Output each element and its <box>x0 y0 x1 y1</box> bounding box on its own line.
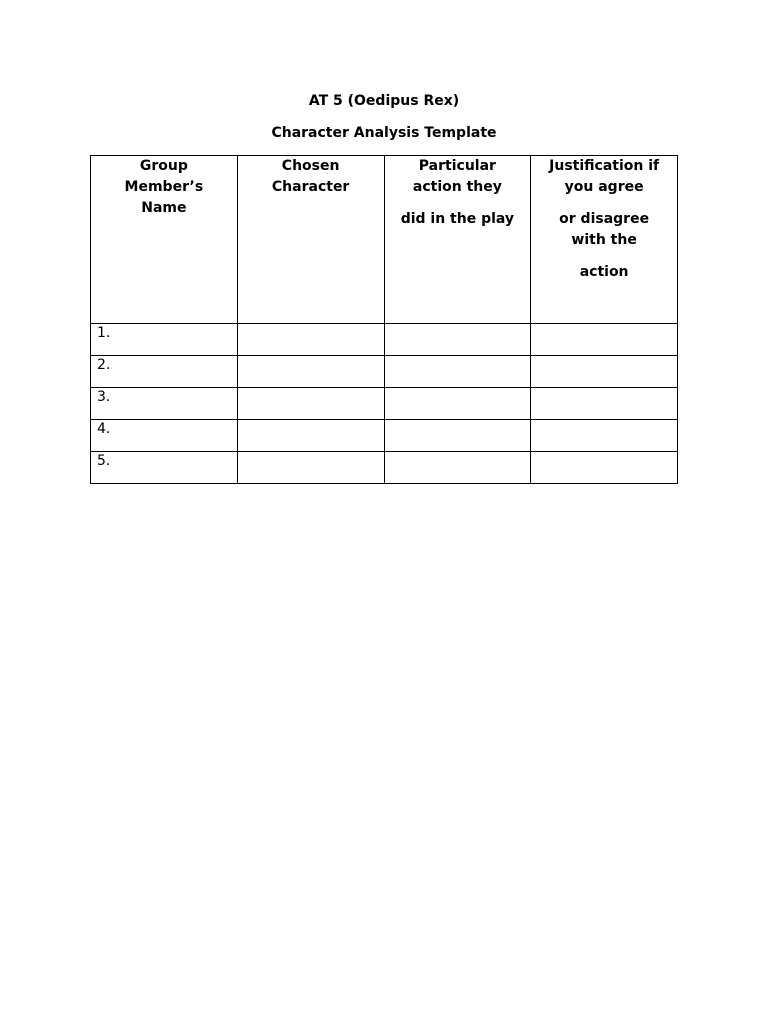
particular-action-cell[interactable] <box>384 452 531 484</box>
group-member-name-cell[interactable] <box>91 324 238 356</box>
header-line: Member’s <box>124 179 204 195</box>
header-line: did in the play <box>400 211 515 227</box>
particular-action-cell[interactable] <box>384 356 531 388</box>
justification-cell[interactable] <box>531 452 678 484</box>
chosen-character-cell[interactable] <box>237 452 384 484</box>
particular-action-cell[interactable] <box>384 388 531 420</box>
table-header-row <box>91 156 678 324</box>
group-member-name-cell[interactable] <box>91 388 238 420</box>
header-particular-action <box>384 156 531 324</box>
header-line: or disagree <box>559 211 650 227</box>
table-row <box>91 388 678 420</box>
row-number: 1. <box>97 325 111 341</box>
justification-cell[interactable] <box>531 420 678 452</box>
header-line: Group <box>139 158 188 174</box>
header-line: action they <box>412 179 502 195</box>
group-member-name-cell[interactable] <box>91 452 238 484</box>
row-number: 3. <box>97 389 111 405</box>
table-body <box>91 324 678 484</box>
header-line: you agree <box>564 179 644 195</box>
row-number: 4. <box>97 421 111 437</box>
header-line: Name <box>141 200 187 216</box>
header-group-member-name <box>91 156 238 324</box>
particular-action-cell[interactable] <box>384 420 531 452</box>
header-line: with the <box>571 232 637 248</box>
document-title: AT 5 (Oedipus Rex) <box>308 93 460 109</box>
character-analysis-table <box>90 155 678 484</box>
chosen-character-cell[interactable] <box>237 388 384 420</box>
chosen-character-cell[interactable] <box>237 324 384 356</box>
header-line: action <box>579 264 629 280</box>
header-chosen-character <box>237 156 384 324</box>
justification-cell[interactable] <box>531 356 678 388</box>
particular-action-cell[interactable] <box>384 324 531 356</box>
header-line: Particular <box>418 158 496 174</box>
header-line: Justification if <box>549 158 660 174</box>
justification-cell[interactable] <box>531 388 678 420</box>
table-row <box>91 324 678 356</box>
chosen-character-cell[interactable] <box>237 420 384 452</box>
row-number: 2. <box>97 357 111 373</box>
row-number: 5. <box>97 453 111 469</box>
group-member-name-cell[interactable] <box>91 356 238 388</box>
justification-cell[interactable] <box>531 324 678 356</box>
header-line: Chosen <box>281 158 340 174</box>
table-row <box>91 452 678 484</box>
document-subtitle: Character Analysis Template <box>271 125 497 141</box>
table-row <box>91 356 678 388</box>
header-line: Character <box>271 179 350 195</box>
header-justification <box>531 156 678 324</box>
group-member-name-cell[interactable] <box>91 420 238 452</box>
table-row <box>91 420 678 452</box>
chosen-character-cell[interactable] <box>237 356 384 388</box>
